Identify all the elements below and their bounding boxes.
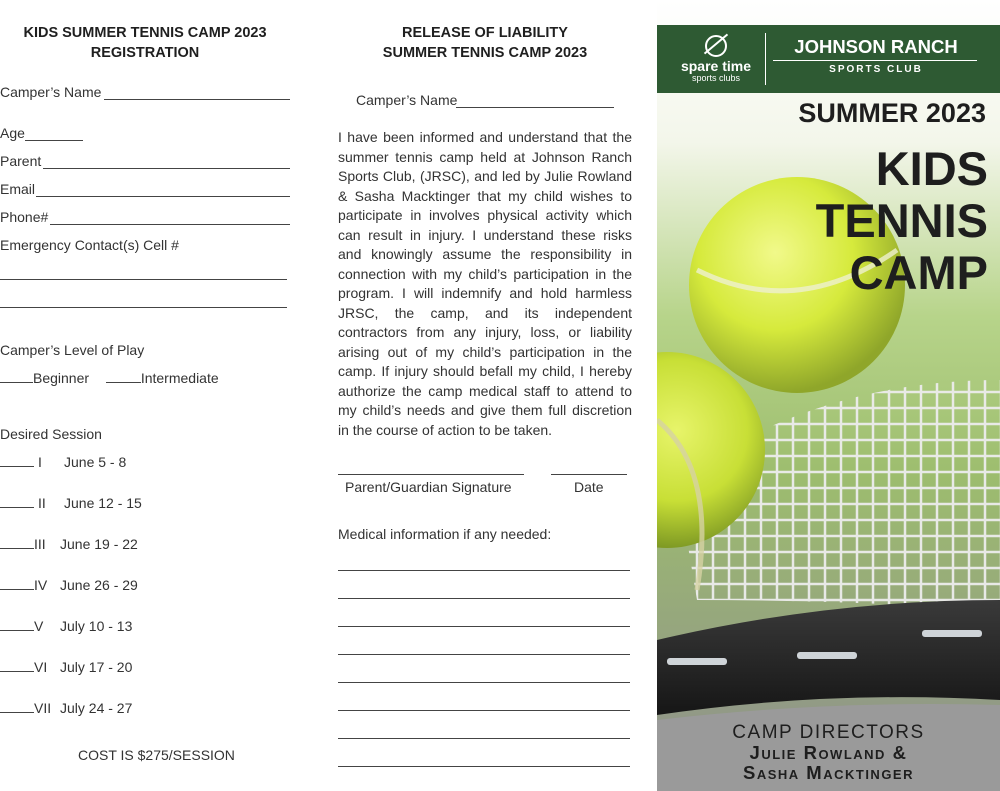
release-campers-name-label: Camper’s Name <box>356 92 458 108</box>
session-row: I June 5 - 8 <box>0 454 126 470</box>
frame-grommet <box>667 658 727 665</box>
email-field[interactable] <box>36 196 290 197</box>
campers-name-label: Camper’s Name <box>0 84 102 100</box>
session-checkbox[interactable] <box>0 536 34 549</box>
club-subtitle: SPORTS CLUB <box>829 64 923 75</box>
registration-title: KIDS SUMMER TENNIS CAMP 2023 REGISTRATION <box>23 25 267 61</box>
medical-line[interactable] <box>338 626 630 627</box>
release-campers-name-field[interactable] <box>456 107 614 108</box>
medical-line[interactable] <box>338 738 630 739</box>
session-row: III June 19 - 22 <box>0 536 138 552</box>
session-row: V July 10 - 13 <box>0 618 132 634</box>
medical-line[interactable] <box>338 710 630 711</box>
logo-divider <box>765 33 766 85</box>
spare-time-logo: spare time sports clubs <box>671 35 761 83</box>
medical-line[interactable] <box>338 766 630 767</box>
club-name-rule <box>773 60 977 61</box>
level-of-play-label: Camper’s Level of Play <box>0 342 145 358</box>
waiver-text: I have been informed and understand that the summer tennis camp held at Johnson Ranch Sports Club, (JRSC), and led by Julie Rowland & Sasha Macktinger that my child wishes to participate in involves physical activity which can result in injury. I understand these risks and knowingly assume the responsibility in connection with my child’s participation in the program. I will indemnify and hold harmless JRSC, the camp, and its independent contractors from any injury, loss, or liability arising out of my child’s participation in the camp. If injury should befall my child, I hereby authorize the camp medical staff to attend to my child’s needs and give them full discretion in the course of action to be taken. <box>338 129 632 438</box>
signature-label: Parent/Guardian Signature <box>345 479 512 495</box>
intermediate-checkbox[interactable] <box>106 370 141 383</box>
session-checkbox[interactable] <box>0 700 34 713</box>
emergency-contact-label: Emergency Contact(s) Cell # <box>0 237 179 253</box>
emergency-contact-field-1[interactable] <box>0 279 287 280</box>
age-field[interactable] <box>25 140 83 141</box>
campers-name-field[interactable] <box>104 99 290 100</box>
director-names-line-1: Julie Rowland & <box>749 742 908 763</box>
beginner-checkbox[interactable] <box>0 370 33 383</box>
club-banner <box>657 25 1000 93</box>
registration-panel <box>0 0 310 791</box>
cover-panel <box>657 0 1000 791</box>
medical-line[interactable] <box>338 598 630 599</box>
season-heading: SUMMER 2023 <box>798 98 986 128</box>
emergency-contact-field-2[interactable] <box>0 307 287 308</box>
beginner-label: Beginner <box>33 370 90 386</box>
camp-title: KIDS TENNIS CAMP <box>815 142 988 299</box>
frame-grommet <box>922 630 982 637</box>
age-label: Age <box>0 125 25 141</box>
session-row: IV June 26 - 29 <box>0 577 138 593</box>
signature-field[interactable] <box>338 474 524 475</box>
session-checkbox[interactable] <box>0 495 34 508</box>
release-title: RELEASE OF LIABILITY SUMMER TENNIS CAMP 2023 <box>382 25 588 61</box>
medical-info-label: Medical information if any needed: <box>338 526 552 542</box>
session-row: II June 12 - 15 <box>0 495 142 511</box>
session-row: VI July 17 - 20 <box>0 659 132 675</box>
parent-label: Parent <box>0 153 42 169</box>
date-label: Date <box>574 479 604 495</box>
release-panel <box>330 0 640 791</box>
session-row: VII July 24 - 27 <box>0 700 132 716</box>
level-options <box>0 370 219 386</box>
medical-line[interactable] <box>338 682 630 683</box>
medical-line[interactable] <box>338 570 630 571</box>
session-checkbox[interactable] <box>0 618 34 631</box>
tennis-ball-icon <box>705 35 727 57</box>
parent-field[interactable] <box>43 168 290 169</box>
session-checkbox[interactable] <box>0 577 34 590</box>
session-checkbox[interactable] <box>0 454 34 467</box>
cost-label: COST IS $275/SESSION <box>78 747 235 763</box>
phone-label: Phone# <box>0 209 49 225</box>
phone-field[interactable] <box>50 224 290 225</box>
frame-grommet <box>797 652 857 659</box>
intermediate-label: Intermediate <box>140 370 219 386</box>
email-label: Email <box>0 181 36 197</box>
club-name: JOHNSON RANCH <box>794 36 958 57</box>
date-field[interactable] <box>551 474 627 475</box>
director-names-line-2: Sasha Macktinger <box>742 762 914 783</box>
session-checkbox[interactable] <box>0 659 34 672</box>
medical-line[interactable] <box>338 654 630 655</box>
camp-directors-heading: CAMP DIRECTORS <box>732 722 925 743</box>
desired-session-label: Desired Session <box>0 426 102 442</box>
